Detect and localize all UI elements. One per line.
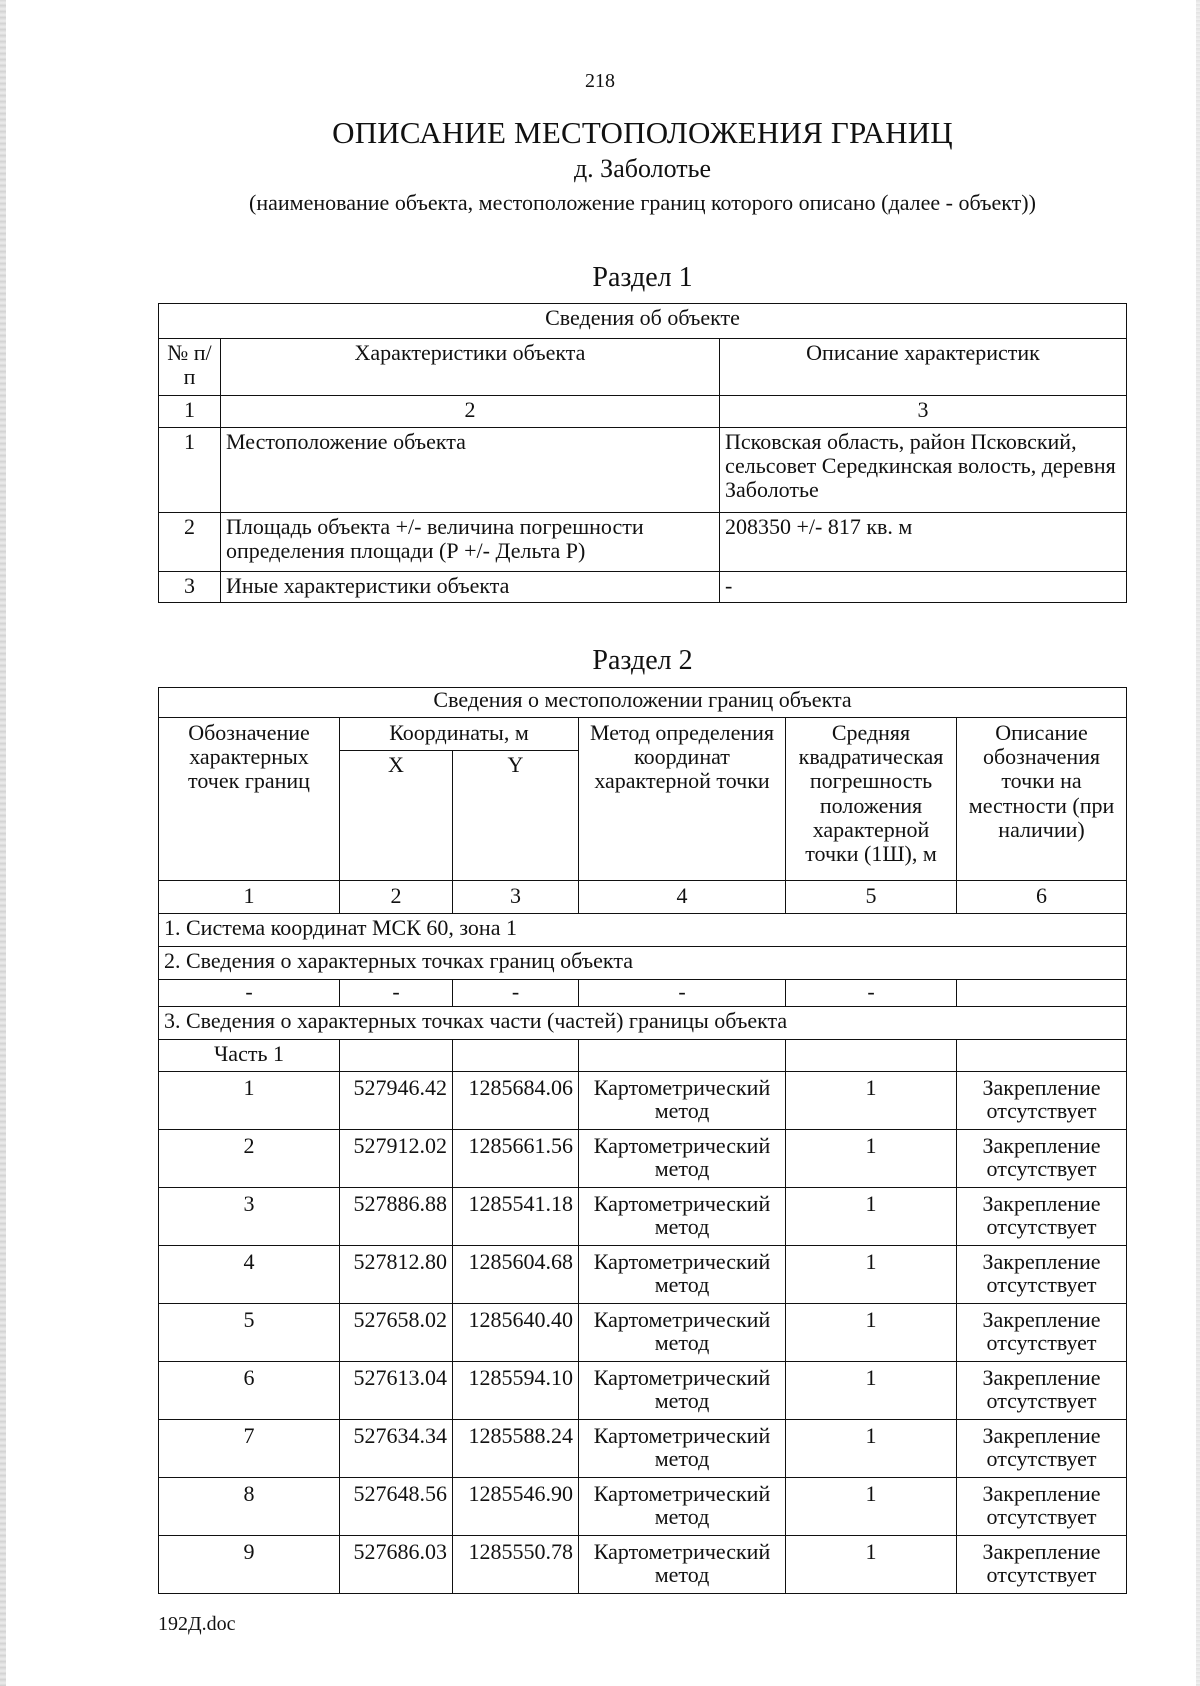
coordinate-x: 527946.42 bbox=[340, 1072, 453, 1130]
coordinate-x: 527634.34 bbox=[340, 1420, 453, 1478]
coordinate-x: 527886.88 bbox=[340, 1188, 453, 1246]
table-row bbox=[159, 1072, 1127, 1130]
table-row bbox=[159, 1362, 1127, 1420]
characteristic-value: Псковская область, район Псковский, сельсовет Середкинская волость, деревня Заболотье bbox=[720, 428, 1127, 513]
point-description-cell: Закрепление отсутствует bbox=[957, 1420, 1127, 1478]
table-row bbox=[159, 1420, 1127, 1478]
col-coordinates-header: Координаты, м bbox=[340, 718, 579, 751]
coordinate-y: 1285588.24 bbox=[453, 1420, 579, 1478]
point-number: 1 bbox=[159, 1072, 340, 1130]
section1-heading: Раздел 1 bbox=[592, 262, 693, 293]
empty-dash-cell: - bbox=[340, 980, 453, 1007]
table-row bbox=[159, 1536, 1127, 1594]
col-index: 1 bbox=[159, 396, 221, 428]
error-cell: 1 bbox=[786, 1478, 957, 1536]
object-info-table bbox=[158, 303, 1127, 603]
point-description-cell: Закрепление отсутствует bbox=[957, 1130, 1127, 1188]
row-number: 1 bbox=[159, 428, 221, 513]
table2-title: Сведения о местоположении границ объекта bbox=[159, 688, 1127, 718]
coordinate-system-row: 1. Система координат МСК 60, зона 1 bbox=[159, 914, 1127, 947]
col-index: 1 bbox=[159, 881, 340, 914]
method-cell: Картометрический метод bbox=[579, 1362, 786, 1420]
empty-cell bbox=[786, 1040, 957, 1072]
row-number: 3 bbox=[159, 572, 221, 603]
method-cell: Картометрический метод bbox=[579, 1188, 786, 1246]
empty-dash-cell: - bbox=[786, 980, 957, 1007]
boundary-points-table bbox=[158, 687, 1127, 1594]
scan-edge-left bbox=[0, 0, 6, 1686]
coordinate-x: 527686.03 bbox=[340, 1536, 453, 1594]
table-row bbox=[159, 1304, 1127, 1362]
coordinate-y: 1285550.78 bbox=[453, 1536, 579, 1594]
coordinate-y: 1285594.10 bbox=[453, 1362, 579, 1420]
empty-dash-cell: - bbox=[579, 980, 786, 1007]
characteristic-name: Местоположение объекта bbox=[221, 428, 720, 513]
points-body bbox=[159, 1072, 1127, 1594]
error-cell: 1 bbox=[786, 1246, 957, 1304]
part-points-info-row: 3. Сведения о характерных точках части (частей) границы объекта bbox=[159, 1007, 1127, 1040]
col-number-header: № п/п bbox=[159, 339, 221, 396]
part-label: Часть 1 bbox=[159, 1040, 340, 1072]
col-error-header: Средняя квадратическая погрешность положения характерной точки (1Ш), м bbox=[786, 718, 957, 881]
method-cell: Картометрический метод bbox=[579, 1478, 786, 1536]
method-cell: Картометрический метод bbox=[579, 1536, 786, 1594]
coordinate-y: 1285546.90 bbox=[453, 1478, 579, 1536]
col-index: 3 bbox=[720, 396, 1127, 428]
coordinate-y: 1285684.06 bbox=[453, 1072, 579, 1130]
table-row bbox=[159, 513, 1127, 572]
point-number: 2 bbox=[159, 1130, 340, 1188]
object-name: д. Заболотье bbox=[573, 154, 712, 183]
table-row bbox=[159, 1478, 1127, 1536]
characteristic-name: Площадь объекта +/- величина погрешности определения площади (Р +/- Дельта Р) bbox=[221, 513, 720, 572]
col-index: 3 bbox=[453, 881, 579, 914]
method-cell: Картометрический метод bbox=[579, 1420, 786, 1478]
col-x-header: X bbox=[340, 751, 453, 881]
empty-dash-cell: - bbox=[159, 980, 340, 1007]
method-cell: Картометрический метод bbox=[579, 1072, 786, 1130]
coordinate-y: 1285541.18 bbox=[453, 1188, 579, 1246]
coordinate-x: 527648.56 bbox=[340, 1478, 453, 1536]
point-number: 3 bbox=[159, 1188, 340, 1246]
empty-cell bbox=[957, 980, 1127, 1007]
method-cell: Картометрический метод bbox=[579, 1304, 786, 1362]
col-point-description-header: Описание обозначения точки на местности (при наличии) bbox=[957, 718, 1127, 881]
col-characteristic-header: Характеристики объекта bbox=[221, 339, 720, 396]
boundary-points-info-row: 2. Сведения о характерных точках границ объекта bbox=[159, 947, 1127, 980]
point-description-cell: Закрепление отсутствует bbox=[957, 1536, 1127, 1594]
table-row bbox=[159, 1246, 1127, 1304]
document-title: ОПИСАНИЕ МЕСТОПОЛОЖЕНИЯ ГРАНИЦ bbox=[332, 115, 953, 150]
point-description-cell: Закрепление отсутствует bbox=[957, 1304, 1127, 1362]
point-description-cell: Закрепление отсутствует bbox=[957, 1072, 1127, 1130]
scan-edge-right bbox=[1196, 0, 1200, 1686]
table-row bbox=[159, 428, 1127, 513]
table1-title: Сведения об объекте bbox=[159, 304, 1127, 339]
col-method-header: Метод определения координат характерной точки bbox=[579, 718, 786, 881]
coordinate-x: 527912.02 bbox=[340, 1130, 453, 1188]
table-row bbox=[159, 1130, 1127, 1188]
point-description-cell: Закрепление отсутствует bbox=[957, 1246, 1127, 1304]
col-index: 4 bbox=[579, 881, 786, 914]
point-number: 4 bbox=[159, 1246, 340, 1304]
coordinate-y: 1285604.68 bbox=[453, 1246, 579, 1304]
point-number: 5 bbox=[159, 1304, 340, 1362]
table-row bbox=[159, 572, 1127, 603]
coordinate-y: 1285661.56 bbox=[453, 1130, 579, 1188]
point-number: 7 bbox=[159, 1420, 340, 1478]
method-cell: Картометрический метод bbox=[579, 1130, 786, 1188]
empty-cell bbox=[340, 1040, 453, 1072]
col-index: 2 bbox=[221, 396, 720, 428]
object-caption: (наименование объекта, местоположение границ которого описано (далее - объект)) bbox=[249, 190, 1036, 215]
col-description-header: Описание характеристик bbox=[720, 339, 1127, 396]
empty-cell bbox=[453, 1040, 579, 1072]
error-cell: 1 bbox=[786, 1130, 957, 1188]
table-row bbox=[159, 1188, 1127, 1246]
characteristic-value: - bbox=[720, 572, 1127, 603]
file-name-footer: 192Д.doc bbox=[158, 1613, 236, 1635]
error-cell: 1 bbox=[786, 1362, 957, 1420]
page-number: 218 bbox=[585, 70, 615, 92]
col-point-header: Обозначение характерных точек границ bbox=[159, 718, 340, 881]
error-cell: 1 bbox=[786, 1188, 957, 1246]
error-cell: 1 bbox=[786, 1420, 957, 1478]
col-index: 2 bbox=[340, 881, 453, 914]
coordinate-x: 527658.02 bbox=[340, 1304, 453, 1362]
characteristic-value: 208350 +/- 817 кв. м bbox=[720, 513, 1127, 572]
error-cell: 1 bbox=[786, 1072, 957, 1130]
coordinate-y: 1285640.40 bbox=[453, 1304, 579, 1362]
empty-cell bbox=[579, 1040, 786, 1072]
point-number: 8 bbox=[159, 1478, 340, 1536]
coordinate-x: 527812.80 bbox=[340, 1246, 453, 1304]
empty-dash-cell: - bbox=[453, 980, 579, 1007]
point-description-cell: Закрепление отсутствует bbox=[957, 1478, 1127, 1536]
characteristic-name: Иные характеристики объекта bbox=[221, 572, 720, 603]
method-cell: Картометрический метод bbox=[579, 1246, 786, 1304]
section2-heading: Раздел 2 bbox=[592, 645, 693, 676]
col-y-header: Y bbox=[453, 751, 579, 881]
point-number: 6 bbox=[159, 1362, 340, 1420]
empty-cell bbox=[957, 1040, 1127, 1072]
col-index: 6 bbox=[957, 881, 1127, 914]
col-index: 5 bbox=[786, 881, 957, 914]
error-cell: 1 bbox=[786, 1536, 957, 1594]
point-number: 9 bbox=[159, 1536, 340, 1594]
point-description-cell: Закрепление отсутствует bbox=[957, 1362, 1127, 1420]
error-cell: 1 bbox=[786, 1304, 957, 1362]
coordinate-x: 527613.04 bbox=[340, 1362, 453, 1420]
row-number: 2 bbox=[159, 513, 221, 572]
point-description-cell: Закрепление отсутствует bbox=[957, 1188, 1127, 1246]
